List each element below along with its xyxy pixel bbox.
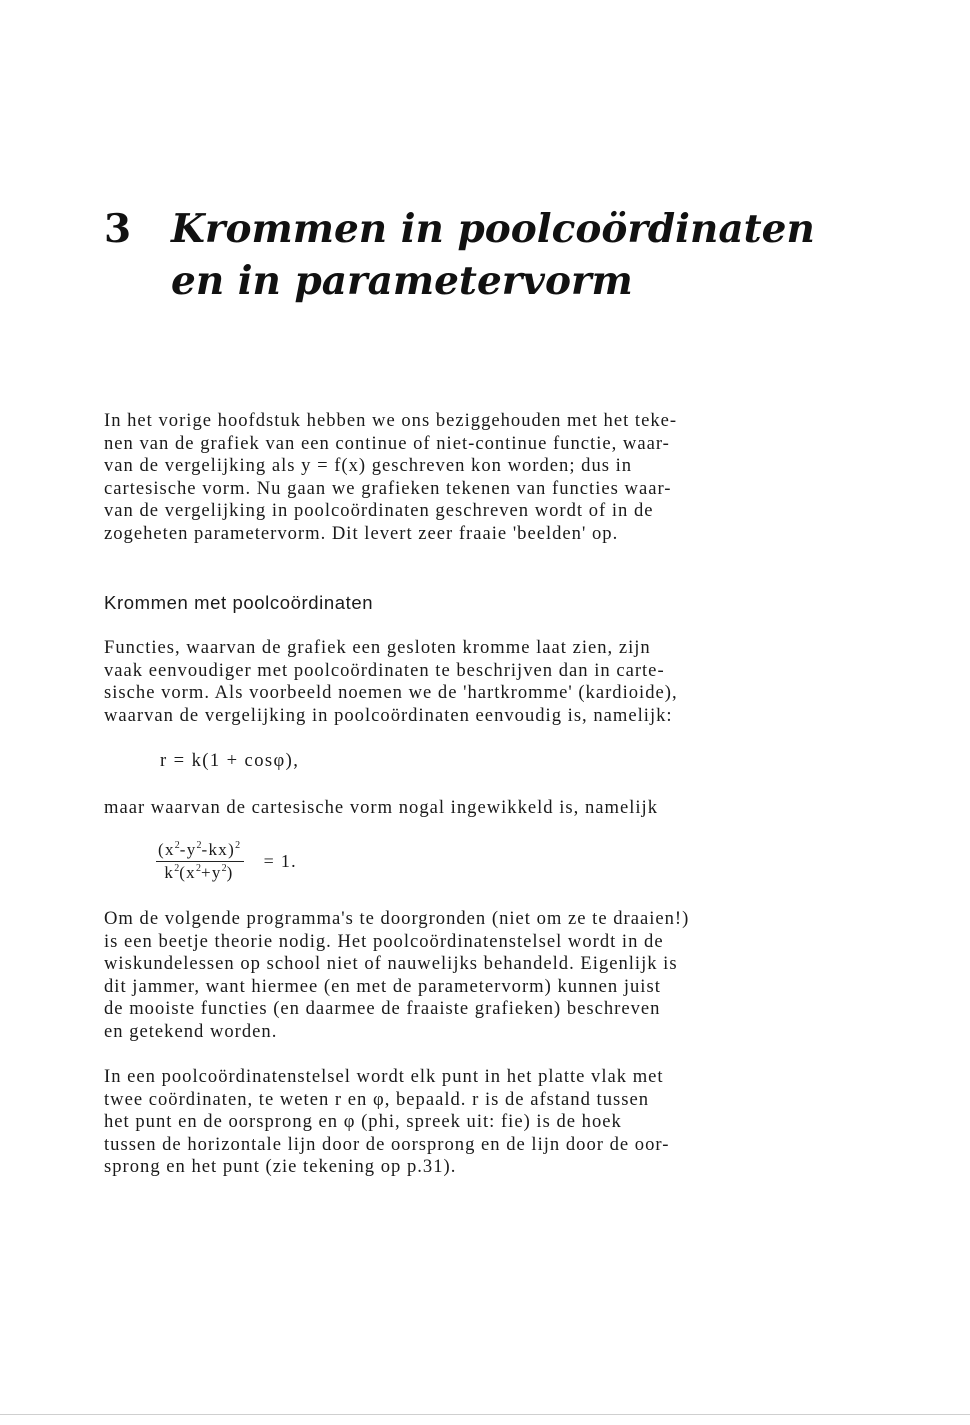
text-line: de mooiste functies (en daarmee de fraaiste grafieken) beschreven [104, 998, 661, 1020]
text-line: dit jammer, want hiermee (en met de parametervorm) kunnen juist [104, 975, 661, 997]
text-line: wiskundelessen op school niet of nauwelijks behandeld. Eigenlijk is [104, 953, 678, 975]
paragraph-cartesian-intro [104, 797, 864, 820]
chapter-title-line: en in parametervorm [171, 258, 633, 304]
fraction [156, 840, 244, 883]
polar-formula: r = k(1 + cosφ), [160, 750, 300, 771]
paragraph-theory [104, 908, 864, 1044]
formula-rhs: = 1. [263, 851, 297, 871]
text-line: en getekend worden. [104, 1020, 278, 1042]
chapter-title [171, 203, 911, 307]
text-line: zogeheten parametervorm. Dit levert zeer fraaie 'beelden' op. [104, 522, 619, 544]
text-line: waarvan de vergelijking in poolcoördinaten eenvoudig is, namelijk: [104, 704, 673, 726]
paragraph-cardioid [104, 637, 864, 727]
text-line: is een beetje theorie nodig. Het poolcoördinatenstelsel wordt in de [104, 930, 664, 952]
text-line: vaak eenvoudiger met poolcoördinaten te beschrijven dan in carte- [104, 659, 665, 681]
text-line: Functies, waarvan de grafiek een gesloten kromme laat zien, zijn [104, 637, 651, 658]
cartesian-formula [156, 840, 297, 883]
text-line: van de vergelijking in poolcoördinaten geschreven wordt of in de [104, 500, 654, 522]
chapter-number: 3 [104, 206, 132, 252]
page-bottom-edge [0, 1414, 970, 1415]
section-heading: Krommen met poolcoördinaten [104, 592, 374, 613]
text-line: sprong en het punt (zie tekening op p.31). [104, 1156, 457, 1178]
fraction-denominator: $k^2(x^2+y^2)$ [164, 863, 234, 882]
text-line: van de vergelijking als y = f(x) geschreven kon worden; dus in [104, 455, 633, 477]
text-line: tussen de horizontale lijn door de oorsprong en de lijn door de oor- [104, 1133, 670, 1155]
chapter-title-line: Krommen in poolcoördinaten [171, 206, 815, 252]
text-line: nen van de grafiek van een continue of niet-continue functie, waar- [104, 432, 670, 454]
text-line: cartesische vorm. Nu gaan we grafieken tekenen van functies waar- [104, 477, 672, 499]
text-line: het punt en de oorsprong en φ (phi, spreek uit: fie) is de hoek [104, 1111, 622, 1133]
text-line: twee coördinaten, te weten r en φ, bepaald. r is de afstand tussen [104, 1088, 650, 1110]
paragraph-polar-system [104, 1066, 864, 1179]
text-line: In een poolcoördinatenstelsel wordt elk punt in het platte vlak met [104, 1066, 664, 1087]
text-line: maar waarvan de cartesische vorm nogal ingewikkeld is, namelijk [104, 797, 659, 818]
text-line: Om de volgende programma's te doorgronden (niet om ze te draaien!) [104, 908, 690, 929]
text-line: sische vorm. Als voorbeeld noemen we de 'hartkromme' (kardioide), [104, 682, 678, 704]
fraction-numerator: $(x^2-y^2-kx)^2$ [156, 840, 244, 862]
intro-paragraph [104, 410, 864, 546]
text-line: In het vorige hoofdstuk hebben we ons beziggehouden met het teke- [104, 410, 678, 431]
